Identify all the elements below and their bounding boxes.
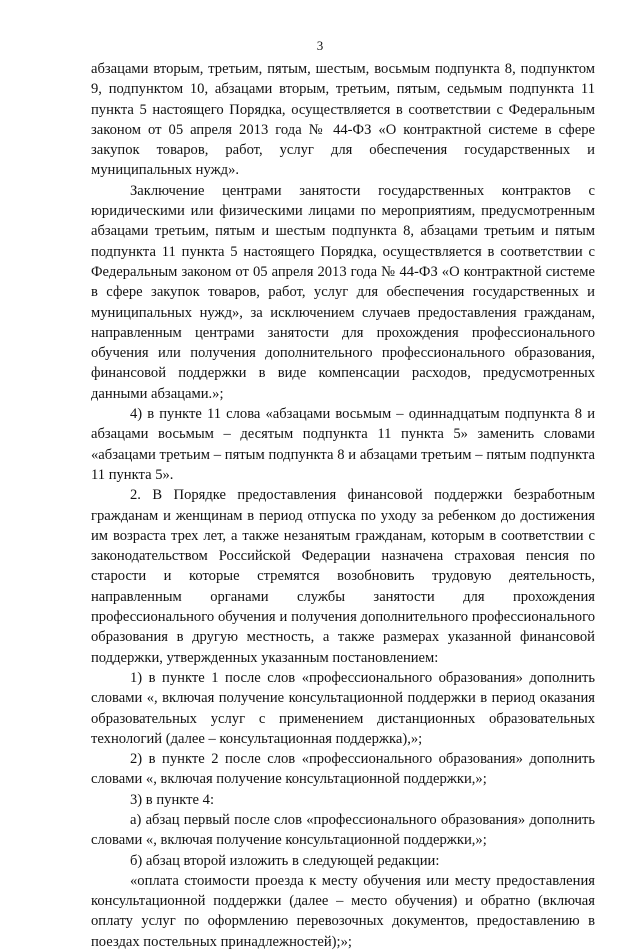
- paragraph-subitem-1: 1) в пункте 1 после слов «профессионального образования» дополнить словами «, включая получение консультационной поддержки в период оказания образовательных услуг с применением дистанционных образовательных технологий (далее – консультационная поддержка),»;: [91, 669, 595, 747]
- paragraph-continuation: абзацами вторым, третьим, пятым, шестым, восьмым подпункта 8, подпунктом 9, подпунктом 10, абзацами вторым, третьим, пятым, седьмым подпункта 11 пункта 5 настоящего Порядка, осуществляется в соответствии с Федеральным законом от 05 апреля 2013 года № 44-ФЗ «О контрактной системе в сфере закупок товаров, работ, услуг для обеспечения государственных и муниципальных нужд».: [91, 61, 595, 179]
- paragraph-subitem-2: 2) в пункте 2 после слов «профессионального образования» дополнить словами «, включая получение консультационной поддержки,»;: [91, 751, 595, 788]
- paragraph-new-wording: «оплата стоимости проезда к месту обучения или месту предоставления консультационной поддержки (далее – место обучения) и обратно (включая оплату услуг по оформлению перевозочных документов, предоставлению в поездах постельных принадлежностей);»;: [91, 872, 595, 950]
- document-body: [91, 59, 595, 952]
- paragraph-subitem-3: 3) в пункте 4:: [130, 791, 215, 808]
- page-number: 3: [316, 38, 324, 53]
- paragraph-section-2: 2. В Порядке предоставления финансовой поддержки безработным гражданам и женщинам в период отпуска по уходу за ребенком до достижения им возраста трех лет, а также незанятым гражданам, которым в соответствии с законодательством Российской Федерации назначена страховая пенсия по старости и которые стремятся возобновить трудовую деятельность, направленным органами службы занятости для прохождения профессионального обучения и получения дополнительного профессионального образования в другую местность, а также размерах указанной финансовой поддержки, утвержденных указанным постановлением:: [91, 487, 595, 666]
- paragraph-contracts-conclusion: Заключение центрами занятости государственных контрактов с юридическими или физическими лицами по мероприятиям, предусмотренным абзацами третьим, пятым и шестым подпункта 8, абзацами третьим и пятым подпункта 11 пункта 5 настоящего Порядка, осуществляется в соответствии с Федеральным законом от 05 апреля 2013 года № 44-ФЗ «О контрактной системе в сфере закупок товаров, работ, услуг для обеспечения государственных и муниципальных нужд», за исключением случаев предоставления гражданам, направленным центрами занятости для прохождения профессионального обучения или получения дополнительного профессионального образования, финансовой поддержки в виде компенсации расходов, предусмотренных данными абзацами.»;: [91, 182, 595, 402]
- paragraph-item-4: 4) в пункте 11 слова «абзацами восьмым – одиннадцатым подпункта 8 и абзацами восьмым – десятым подпункта 11 пункта 5» заменить словами «абзацами третьим – пятым подпункта 8 и абзацами третьим – пятым подпункта 11 пункта 5».: [91, 406, 595, 483]
- paragraph-subitem-3b: б) абзац второй изложить в следующей редакции:: [130, 852, 440, 869]
- paragraph-subitem-3a: а) абзац первый после слов «профессионального образования» дополнить словами «, включая получение консультационной поддержки,»;: [91, 811, 595, 849]
